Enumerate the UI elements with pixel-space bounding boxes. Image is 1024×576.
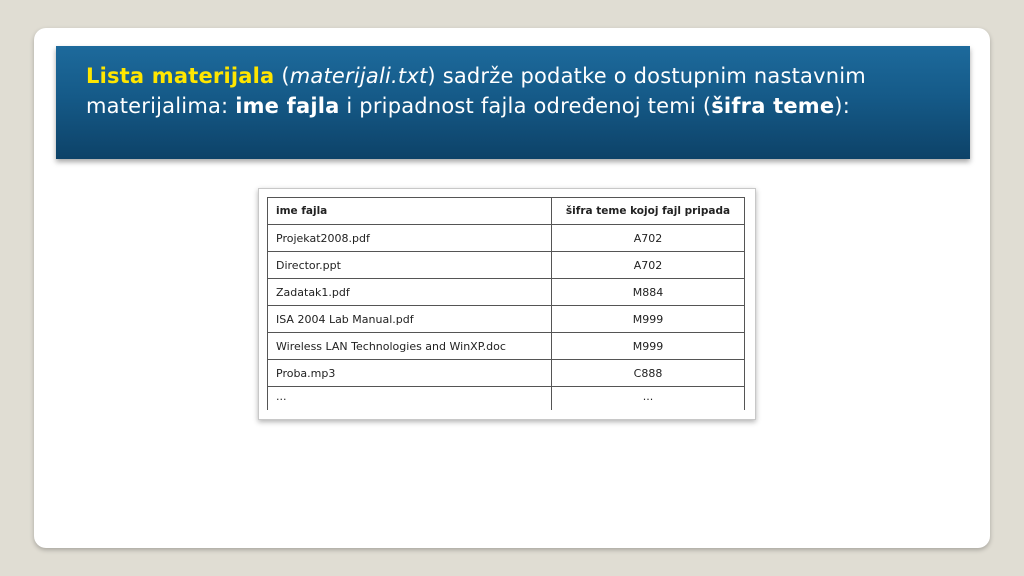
file-name-cell: ... [268, 387, 552, 411]
file-name-cell: Wireless LAN Technologies and WinXP.doc [268, 333, 552, 360]
table-row [268, 306, 745, 333]
table-row [268, 252, 745, 279]
topic-code-cell: M884 [552, 279, 745, 306]
file-name-cell: Zadatak1.pdf [268, 279, 552, 306]
topic-code-cell: M999 [552, 306, 745, 333]
header-file-name: ime fajla [268, 198, 552, 225]
title-bold-code: šifra teme [711, 94, 835, 118]
file-name-cell: Director.ppt [268, 252, 552, 279]
topic-code-cell: C888 [552, 360, 745, 387]
topic-code-cell: A702 [552, 252, 745, 279]
title-text-2: ( [274, 64, 290, 88]
files-table [267, 197, 745, 410]
title-highlight: Lista materijala [86, 64, 275, 88]
title-text-8: ): [834, 94, 850, 118]
title-text-6: i pripadnost fajla određenoj temi ( [339, 94, 712, 118]
title-banner [56, 46, 970, 159]
topic-code-cell: M999 [552, 333, 745, 360]
table-row [268, 225, 745, 252]
file-name-cell: Projekat2008.pdf [268, 225, 552, 252]
table-image [258, 188, 756, 420]
topic-code-cell: A702 [552, 225, 745, 252]
table-row-ellipsis [268, 387, 745, 411]
title-bold-filename: ime fajla [235, 94, 340, 118]
header-topic-code: šifra teme kojoj fajl pripada [552, 198, 745, 225]
table-row [268, 279, 745, 306]
slide-title [86, 61, 970, 121]
table-header-row [268, 198, 745, 225]
title-filename: materijali.txt [289, 64, 428, 88]
table-row [268, 333, 745, 360]
topic-code-cell: ... [552, 387, 745, 411]
file-name-cell: ISA 2004 Lab Manual.pdf [268, 306, 552, 333]
file-name-cell: Proba.mp3 [268, 360, 552, 387]
table-row [268, 360, 745, 387]
title-text-4: ) sadrže podatke o dostupnim nastavnim materijalima: [86, 64, 866, 118]
